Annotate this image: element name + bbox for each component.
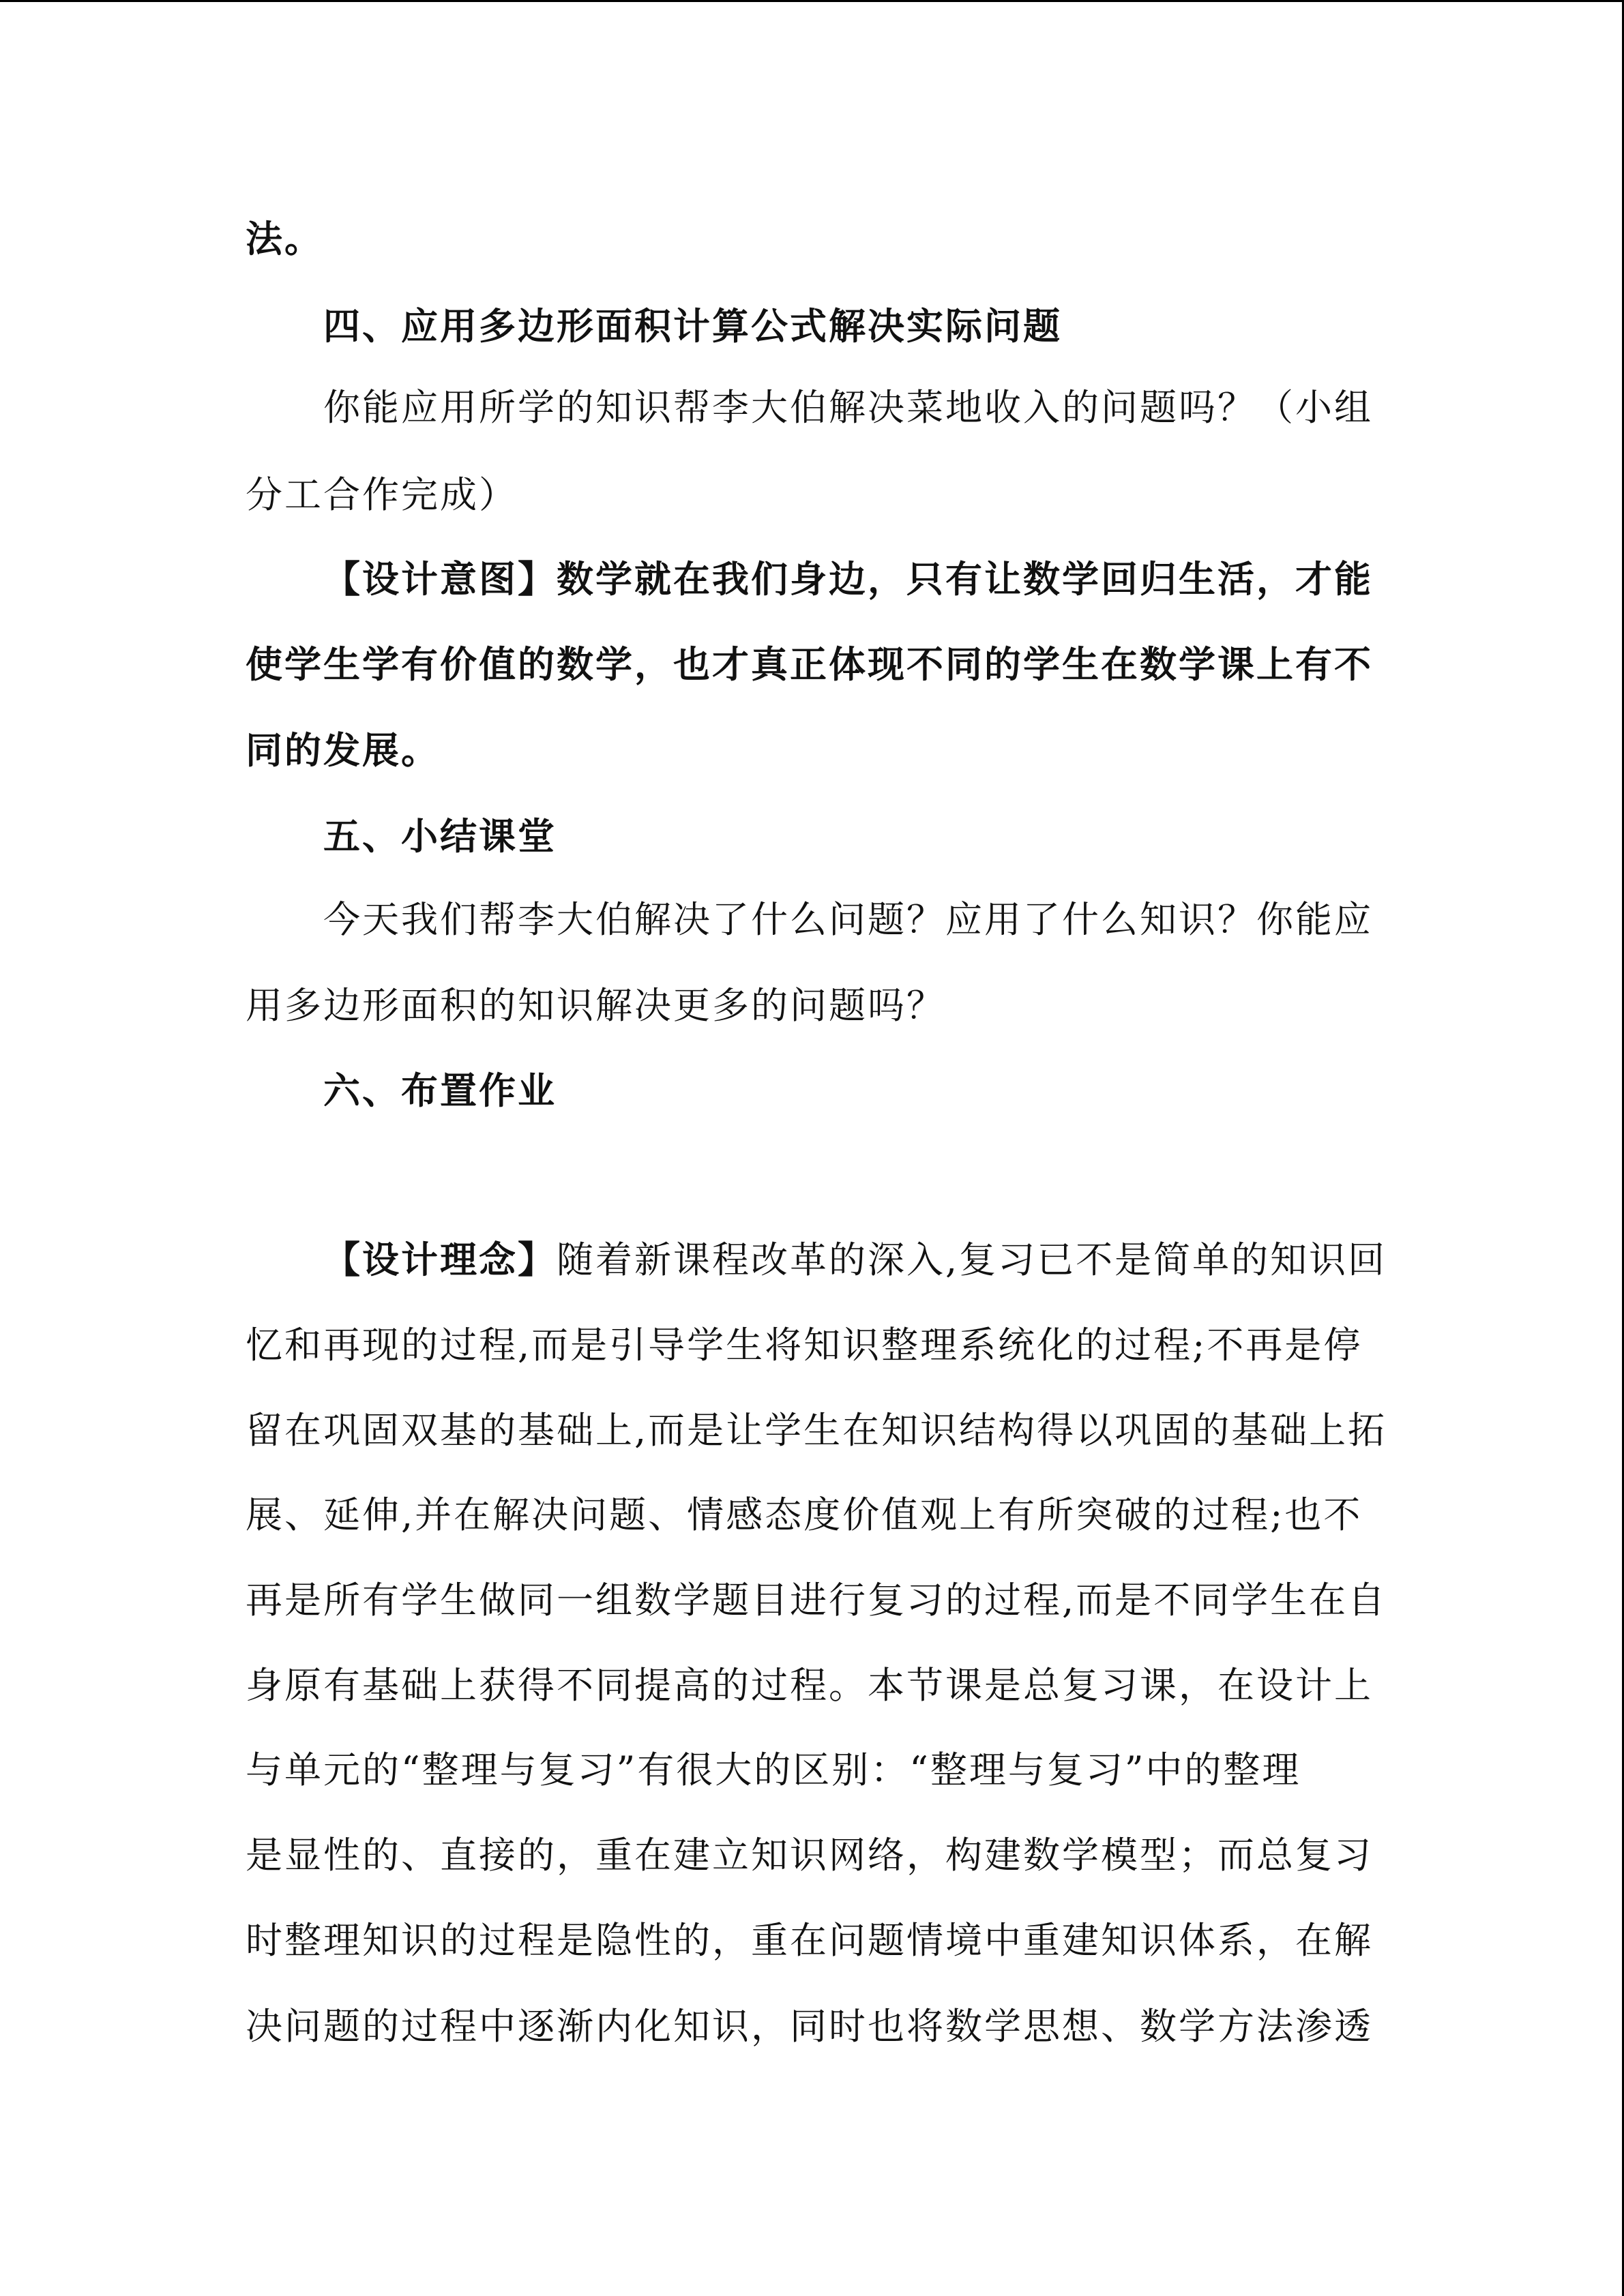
concept-line-1 xyxy=(323,1238,1387,1282)
section4-line-1: 你能应用所学的知识帮李大伯解决菜地收入的问题吗？（小组 xyxy=(323,386,1373,429)
concept-line-4: 展、延伸,并在解决问题、情感态度价值观上有所突破的过程;也不 xyxy=(246,1493,1363,1536)
section-heading-6: 六、布置作业 xyxy=(323,1069,557,1112)
concept-label: 【设计理念】 xyxy=(323,1238,557,1281)
concept-line-3: 留在巩固双基的基础上,而是让学生在知识结构得以巩固的基础上拓 xyxy=(246,1409,1387,1452)
paragraph-fragment: 法。 xyxy=(246,217,323,260)
section5-line-2: 用多边形面积的知识解决更多的问题吗？ xyxy=(246,984,945,1027)
concept-line-6: 身原有基础上获得不同提高的过程。本节课是总复习课，在设计上 xyxy=(246,1664,1373,1707)
concept-line-5: 再是所有学生做同一组数学题目进行复习的过程,而是不同学生在自 xyxy=(246,1579,1387,1622)
design-intent-line-1: 【设计意图】数学就在我们身边，只有让数学回归生活，才能 xyxy=(323,557,1373,601)
section-heading-5: 五、小结课堂 xyxy=(323,814,557,858)
concept-first-line: 随着新课程改革的深入,复习已不是简单的知识回 xyxy=(557,1238,1387,1281)
section-heading-4: 四、应用多边形面积计算公式解决实际问题 xyxy=(323,304,1062,348)
concept-line-9: 时整理知识的过程是隐性的，重在问题情境中重建知识体系，在解 xyxy=(246,1919,1373,1962)
concept-line-10: 决问题的过程中逐渐内化知识，同时也将数学思想、数学方法渗透 xyxy=(246,2005,1373,2048)
concept-line-8: 是显性的、直接的，重在建立知识网络，构建数学模型；而总复习 xyxy=(246,1834,1373,1877)
concept-line-7: 与单元的“整理与复习”有很大的区别：“整理与复习”中的整理 xyxy=(246,1748,1301,1791)
section5-line-1: 今天我们帮李大伯解决了什么问题？应用了什么知识？你能应 xyxy=(323,898,1373,941)
concept-line-2: 忆和再现的过程,而是引导学生将知识整理系统化的过程;不再是停 xyxy=(246,1324,1363,1367)
design-intent-line-3: 同的发展。 xyxy=(246,728,440,772)
section4-line-2: 分工合作完成） xyxy=(246,473,518,516)
design-intent-line-2: 使学生学有价值的数学，也才真正体现不同的学生在数学课上有不 xyxy=(246,642,1373,686)
